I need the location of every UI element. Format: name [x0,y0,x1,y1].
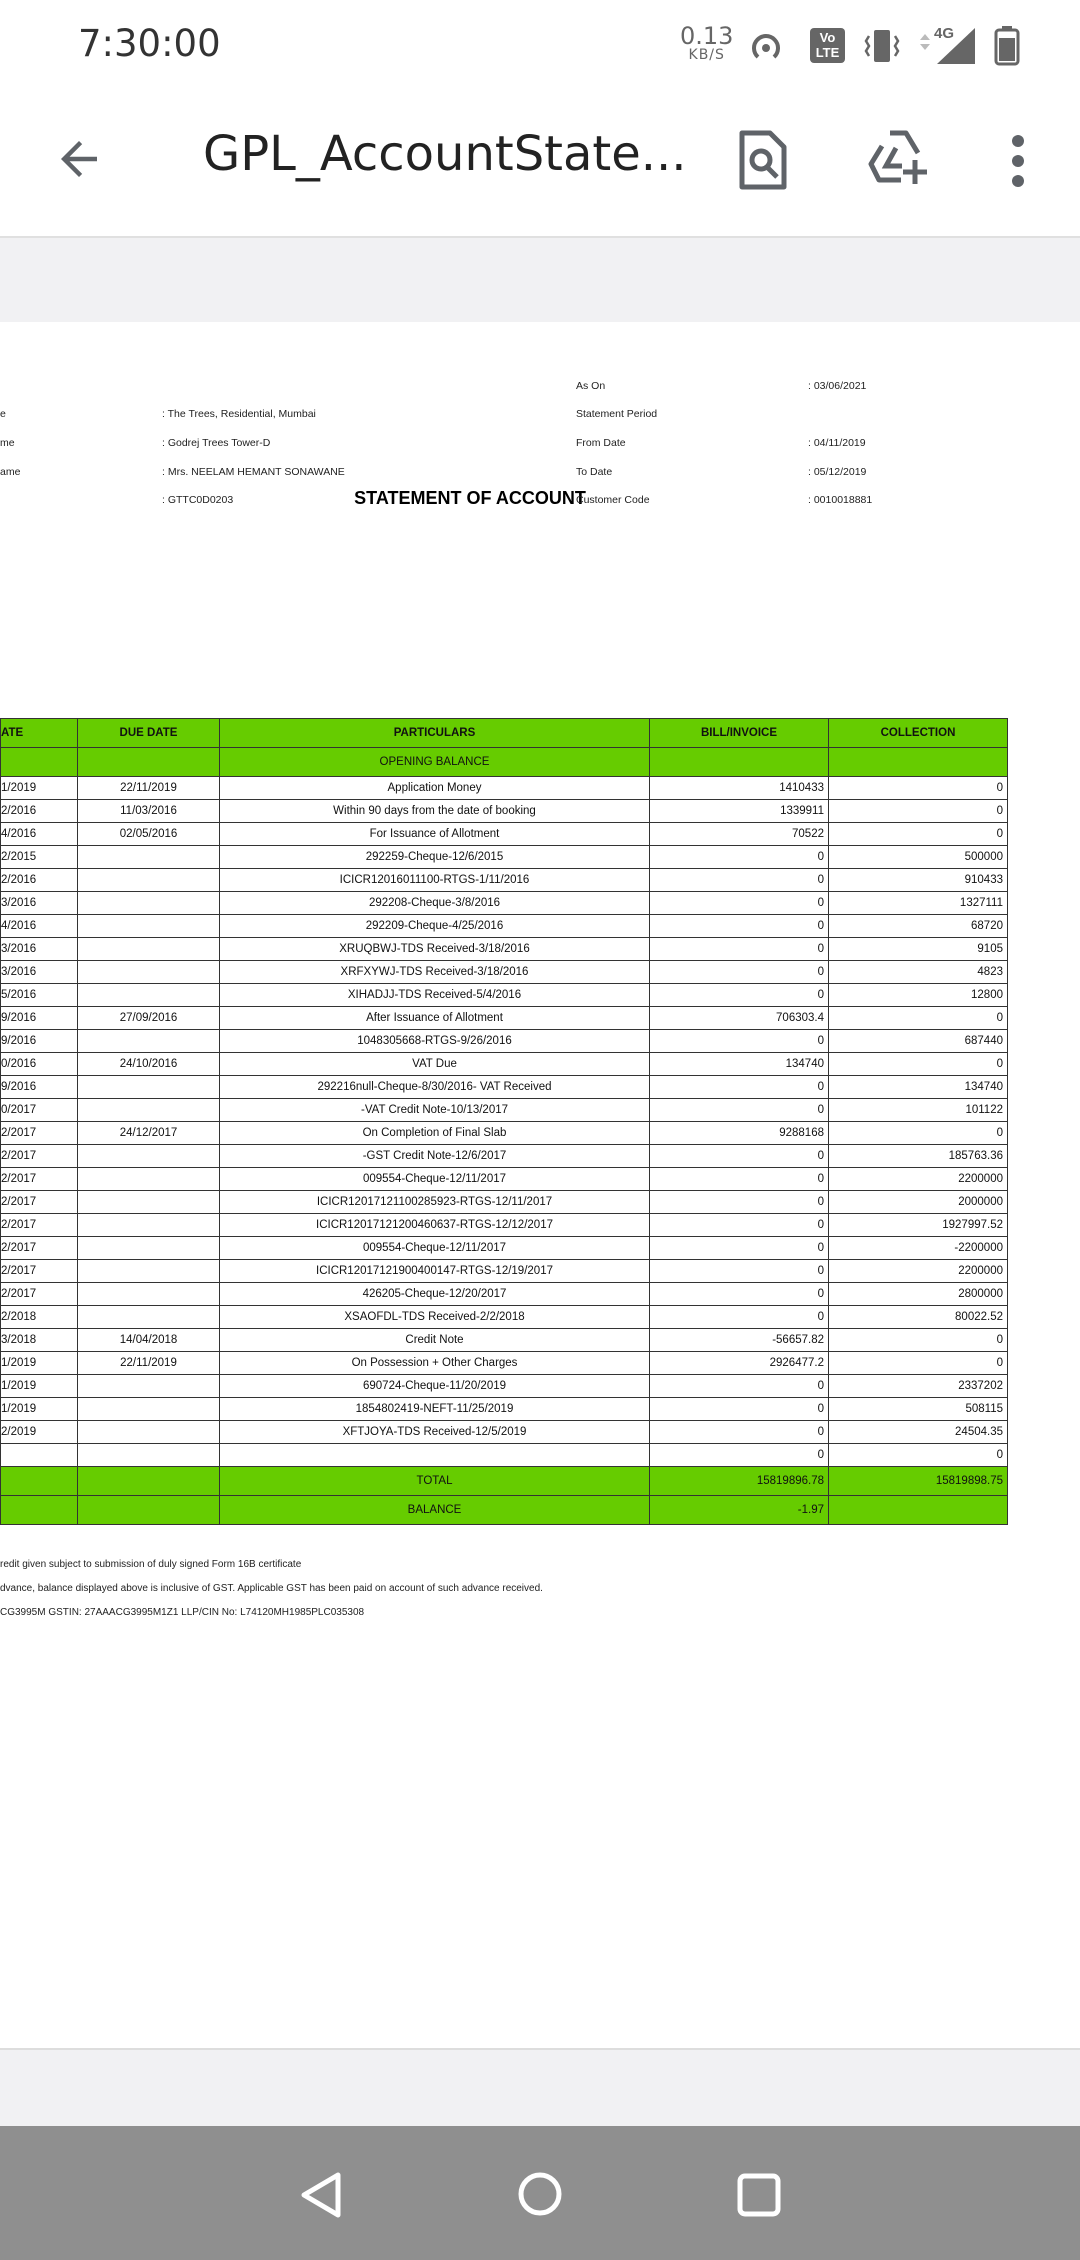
table-cell [78,1306,220,1329]
table-row [1,1260,1008,1283]
table-cell: 2/2019 [1,1421,78,1444]
table-cell [1,1467,78,1496]
table-cell: BALANCE [220,1496,650,1525]
table-row [1,892,1008,915]
footnote: redit given subject to submission of duly signed Form 16B certificate [0,1559,302,1570]
table-cell: 0 [829,1444,1008,1467]
table-cell: 24/10/2016 [78,1053,220,1076]
network-type: 4G [934,25,955,42]
table-cell: 2/2017 [1,1122,78,1145]
table-row [1,1099,1008,1122]
table-cell: 0 [829,1352,1008,1375]
table-cell: 2800000 [829,1283,1008,1306]
table-cell [1,1444,78,1467]
table-cell [78,1421,220,1444]
status-bar [0,0,1080,90]
table-cell: 2200000 [829,1260,1008,1283]
info-label: From Date [576,437,626,449]
table-cell: 134740 [829,1076,1008,1099]
table-cell [78,1145,220,1168]
table-cell: 2/2017 [1,1237,78,1260]
table-cell [78,961,220,984]
table-cell: 426205-Cheque-12/20/2017 [220,1283,650,1306]
table-cell: After Issuance of Allotment [220,1007,650,1030]
table-cell: 24504.35 [829,1421,1008,1444]
table-cell: 2926477.2 [650,1352,829,1375]
table-cell: 185763.36 [829,1145,1008,1168]
table-cell: 9/2016 [1,1030,78,1053]
table-row [1,1352,1008,1375]
table-row [1,938,1008,961]
table-cell: 508115 [829,1398,1008,1421]
table-row [1,1421,1008,1444]
table-cell: 910433 [829,869,1008,892]
info-label: Customer Code [576,494,650,506]
table-cell: OPENING BALANCE [220,748,650,777]
column-header: BILL/INVOICE [650,719,829,748]
info-label: e [0,408,6,420]
signal-icon [917,24,977,66]
table-cell: 0 [650,1421,829,1444]
table-row [1,1375,1008,1398]
statement-title: STATEMENT OF ACCOUNT [354,488,586,508]
table-cell: 0/2017 [1,1099,78,1122]
table-cell [78,1076,220,1099]
table-cell: 0 [650,869,829,892]
table-cell: 292259-Cheque-12/6/2015 [220,846,650,869]
table-cell: 0 [650,1306,829,1329]
table-cell [1,748,78,777]
table-row [1,1283,1008,1306]
table-cell: 24/12/2017 [78,1122,220,1145]
table-cell: 9/2016 [1,1076,78,1099]
table-cell: 292208-Cheque-3/8/2016 [220,892,650,915]
table-cell: 2/2016 [1,869,78,892]
info-value: : GTTC0D0203 [162,494,234,506]
table-cell [78,984,220,1007]
table-row [1,1306,1008,1329]
table-cell: 292216null-Cheque-8/30/2016- VAT Received [220,1076,650,1099]
table-cell: 2337202 [829,1375,1008,1398]
pdf-page[interactable] [0,322,1080,2048]
table-row [1,915,1008,938]
table-cell: 0 [650,915,829,938]
table-cell: XRUQBWJ-TDS Received-3/18/2016 [220,938,650,961]
table-cell: 2/2015 [1,846,78,869]
table-cell: 1/2019 [1,1375,78,1398]
speed-value: 0.13 [680,22,734,50]
table-cell [78,1099,220,1122]
table-cell: 0 [650,1375,829,1398]
table-cell: 1048305668-RTGS-9/26/2016 [220,1030,650,1053]
table-cell: 1327111 [829,892,1008,915]
table-cell: -1.97 [650,1496,829,1525]
column-header: DUE DATE [78,719,220,748]
table-cell: 0 [650,1076,829,1099]
table-cell: 009554-Cheque-12/11/2017 [220,1168,650,1191]
table-cell: 5/2016 [1,984,78,1007]
table-cell [78,1030,220,1053]
table-cell: -GST Credit Note-12/6/2017 [220,1145,650,1168]
table-cell: ICICR12017121200460637-RTGS-12/12/2017 [220,1214,650,1237]
table-cell: 02/05/2016 [78,823,220,846]
table-cell: 0 [829,1122,1008,1145]
table-cell: 0/2016 [1,1053,78,1076]
table-cell: -VAT Credit Note-10/13/2017 [220,1099,650,1122]
table-cell: XRFXYWJ-TDS Received-3/18/2016 [220,961,650,984]
hotspot-icon [748,30,784,66]
table-row [1,1122,1008,1145]
column-header: COLLECTION [829,719,1008,748]
table-cell: -2200000 [829,1237,1008,1260]
table-cell [78,1214,220,1237]
table-cell: 0 [650,1099,829,1122]
table-cell: 1/2019 [1,1398,78,1421]
table-row [1,1214,1008,1237]
table-cell: 0 [650,1237,829,1260]
table-cell: 2/2018 [1,1306,78,1329]
vibrate-icon [862,28,902,64]
table-row [1,1145,1008,1168]
volte-icon: Vo LTE [810,28,845,63]
table-cell: TOTAL [220,1467,650,1496]
table-cell [78,846,220,869]
table-cell: 0 [829,800,1008,823]
table-cell: 68720 [829,915,1008,938]
table-cell [78,869,220,892]
nav-home-icon[interactable] [516,2170,564,2218]
table-row [1,1007,1008,1030]
table-cell: 0 [650,1444,829,1467]
table-cell: 2/2017 [1,1283,78,1306]
table-cell: 101122 [829,1099,1008,1122]
table-cell [78,1444,220,1467]
table-cell: 2000000 [829,1191,1008,1214]
table-cell [78,938,220,961]
table-cell: XFTJOYA-TDS Received-12/5/2019 [220,1421,650,1444]
table-cell: 3/2016 [1,961,78,984]
table-cell: 80022.52 [829,1306,1008,1329]
table-cell: 2/2017 [1,1260,78,1283]
table-row [1,846,1008,869]
info-value: : 03/06/2021 [808,380,867,392]
table-cell: Credit Note [220,1329,650,1352]
clock: 7:30:00 [78,22,221,65]
table-cell: XIHADJJ-TDS Received-5/4/2016 [220,984,650,1007]
table-cell: 0 [829,777,1008,800]
table-cell: 22/11/2019 [78,777,220,800]
table-cell: 3/2018 [1,1329,78,1352]
table-cell: 27/09/2016 [78,1007,220,1030]
table-row [1,800,1008,823]
table-cell: 22/11/2019 [78,1352,220,1375]
table-cell: 4823 [829,961,1008,984]
table-cell: 1410433 [650,777,829,800]
info-value: : 0010018881 [808,494,873,506]
add-to-drive-icon[interactable] [868,130,930,186]
table-row [1,1398,1008,1421]
table-cell [78,1375,220,1398]
table-cell: 9288168 [650,1122,829,1145]
speed-unit: KB/S [688,47,725,63]
table-cell [78,1283,220,1306]
table-row [1,1444,1008,1467]
table-cell: On Possession + Other Charges [220,1352,650,1375]
table-row [1,1329,1008,1352]
table-cell: 2/2017 [1,1214,78,1237]
table-row [1,1191,1008,1214]
info-value: : 04/11/2019 [808,437,866,449]
footnote: CG3995M GSTIN: 27AAACG3995M1Z1 LLP/CIN No: L74120MH1985PLC035308 [0,1607,365,1618]
table-cell: 0 [650,1214,829,1237]
table-cell: 2/2017 [1,1145,78,1168]
table-row [1,869,1008,892]
info-value: : The Trees, Residential, Mumbai [162,408,316,420]
more-vert-icon[interactable] [1006,134,1030,188]
info-label: ame [0,466,21,478]
table-cell: 0 [829,1053,1008,1076]
table-cell: 0 [650,1145,829,1168]
column-header: ATE [1,719,78,748]
table-cell: Application Money [220,777,650,800]
nav-recents-icon[interactable] [736,2172,782,2218]
table-row [1,961,1008,984]
table-cell [78,1496,220,1525]
info-label: Statement Period [576,408,658,420]
info-label: me [0,437,15,449]
table-row [1,777,1008,800]
table-cell: 12800 [829,984,1008,1007]
table-cell: 70522 [650,823,829,846]
table-cell: 9/2016 [1,1007,78,1030]
table-cell: 687440 [829,1030,1008,1053]
back-arrow-icon[interactable] [52,132,106,186]
table-cell: 2/2016 [1,800,78,823]
table-cell [829,748,1008,777]
table-cell: 0 [829,823,1008,846]
column-header: PARTICULARS [220,719,650,748]
table-cell: 9105 [829,938,1008,961]
table-cell: XSAOFDL-TDS Received-2/2/2018 [220,1306,650,1329]
info-value: : 05/12/2019 [808,466,867,478]
table-row [1,1168,1008,1191]
table-cell: 500000 [829,846,1008,869]
balance-row [1,1496,1008,1525]
table-cell: 134740 [650,1053,829,1076]
table-cell: 2/2017 [1,1168,78,1191]
table-row [1,1237,1008,1260]
table-cell: 2200000 [829,1168,1008,1191]
table-cell: 0 [650,1168,829,1191]
table-cell: 1/2019 [1,777,78,800]
table-cell: 0 [650,1030,829,1053]
table-cell [78,892,220,915]
table-cell: 1339911 [650,800,829,823]
viewer-background-bottom [0,2048,1080,2128]
table-cell: 15819898.75 [829,1467,1008,1496]
network-speed [680,24,733,62]
table-cell: 1/2019 [1,1352,78,1375]
table-cell: 690724-Cheque-11/20/2019 [220,1375,650,1398]
table-cell [1,1496,78,1525]
info-label: As On [576,380,606,392]
table-cell: 0 [650,1260,829,1283]
table-cell: 14/04/2018 [78,1329,220,1352]
table-cell: Within 90 days from the date of booking [220,800,650,823]
table-cell: 0 [650,938,829,961]
table-cell [78,748,220,777]
table-cell [78,1191,220,1214]
table-cell [78,915,220,938]
table-cell [78,1237,220,1260]
table-cell [78,1168,220,1191]
info-label: To Date [576,466,613,478]
battery-icon [994,26,1020,66]
table-cell: 0 [829,1329,1008,1352]
table-cell: 1854802419-NEFT-11/25/2019 [220,1398,650,1421]
app-bar [0,90,1080,238]
table-cell: 4/2016 [1,915,78,938]
table-row [1,1076,1008,1099]
table-cell: 2/2017 [1,1191,78,1214]
table-cell: 0 [650,984,829,1007]
table-cell: 0 [829,1007,1008,1030]
table-cell: ICICR12016011100-RTGS-1/11/2016 [220,869,650,892]
table-cell: ICICR12017121900400147-RTGS-12/19/2017 [220,1260,650,1283]
nav-back-icon[interactable] [298,2170,346,2220]
table-cell: 4/2016 [1,823,78,846]
table-cell: 0 [650,892,829,915]
table-cell [220,1444,650,1467]
footnote: dvance, balance displayed above is inclusive of GST. Applicable GST has been paid on account of such advance received. [0,1583,543,1594]
table-cell: 0 [650,1283,829,1306]
table-cell: 3/2016 [1,892,78,915]
table-cell [78,1467,220,1496]
table-cell [78,1398,220,1421]
table-row [1,1030,1008,1053]
viewer-background [0,238,1080,322]
table-cell: 1927997.52 [829,1214,1008,1237]
table-cell: 0 [650,846,829,869]
table-cell [829,1496,1008,1525]
table-cell [78,1260,220,1283]
total-row [1,1467,1008,1496]
table-cell: VAT Due [220,1053,650,1076]
table-cell: 15819896.78 [650,1467,829,1496]
table-cell: 0 [650,1398,829,1421]
table-cell: 0 [650,961,829,984]
document-title: GPL_AccountState... [203,126,687,182]
table-row [1,1053,1008,1076]
table-row [1,823,1008,846]
table-cell: ICICR12017121100285923-RTGS-12/11/2017 [220,1191,650,1214]
table-row [1,984,1008,1007]
opening-balance-row [1,748,1008,777]
table-cell: 706303.4 [650,1007,829,1030]
info-value: : Mrs. NEELAM HEMANT SONAWANE [162,466,345,478]
navigation-bar [0,2126,1080,2260]
table-cell: 292209-Cheque-4/25/2016 [220,915,650,938]
table-cell: -56657.82 [650,1329,829,1352]
find-in-document-icon[interactable] [738,129,788,191]
table-cell: 3/2016 [1,938,78,961]
info-value: : Godrej Trees Tower-D [162,437,271,449]
table-cell [650,748,829,777]
table-cell: For Issuance of Allotment [220,823,650,846]
table-cell: 009554-Cheque-12/11/2017 [220,1237,650,1260]
table-cell: 11/03/2016 [78,800,220,823]
account-statement-table [0,718,1008,1525]
table-cell: On Completion of Final Slab [220,1122,650,1145]
table-cell: 0 [650,1191,829,1214]
